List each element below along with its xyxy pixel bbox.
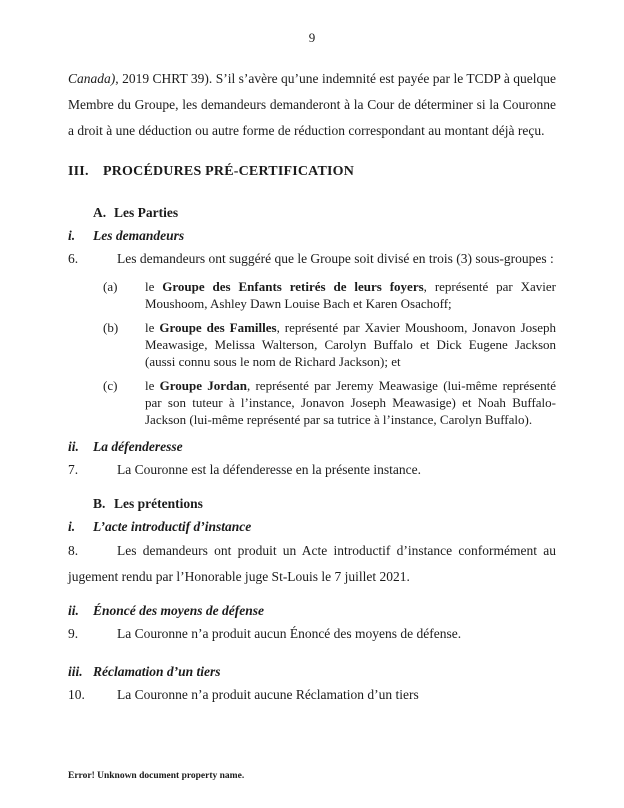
subsection-heading-parties bbox=[93, 204, 556, 222]
item-rest: , représenté par Xavier Moushoom, Ashley Dawn Louise Bach et Karen Osachoff; bbox=[145, 279, 556, 311]
roman-heading-acte-introductif bbox=[68, 518, 556, 536]
roman-heading-reclamation-tiers bbox=[68, 663, 556, 681]
roman-heading-title: Énoncé des moyens de défense bbox=[93, 603, 264, 618]
subgroup-list bbox=[103, 278, 556, 428]
paragraph-number: 8. bbox=[68, 543, 79, 558]
list-item-text bbox=[145, 319, 556, 370]
roman-heading-title: L’acte introductif d’instance bbox=[93, 519, 252, 534]
list-item-c bbox=[103, 377, 556, 428]
roman-numeral: i. bbox=[68, 228, 76, 243]
list-item-label: (b) bbox=[103, 320, 119, 335]
list-item-label: (c) bbox=[103, 378, 118, 393]
item-lead: le bbox=[145, 320, 160, 335]
roman-heading-enonce-defense bbox=[68, 602, 556, 620]
roman-heading-defenderesse bbox=[68, 438, 556, 456]
subsection-letter: B. bbox=[93, 496, 106, 511]
paragraph-8 bbox=[68, 538, 556, 590]
roman-heading-demandeurs bbox=[68, 227, 556, 245]
paragraph-number: 7. bbox=[68, 462, 79, 477]
roman-numeral: i. bbox=[68, 519, 76, 534]
paragraph-text: Les demandeurs ont suggéré que le Groupe soit divisé en trois (3) sous-groupes : bbox=[117, 251, 554, 266]
roman-heading-title: Réclamation d’un tiers bbox=[93, 664, 221, 679]
case-name-italic: Canada) bbox=[68, 71, 116, 86]
item-rest: , représenté par Xavier Moushoom, Jonavon Joseph Meawasige, Melissa Walterson, Carolyn Buffalo et Dick Eugene Jackson (aussi connu sous le nom de Richard Jackson); et bbox=[145, 320, 557, 369]
paragraph-number: 9. bbox=[68, 626, 79, 641]
item-lead: le bbox=[145, 378, 160, 393]
roman-numeral: iii. bbox=[68, 664, 83, 679]
list-item-text bbox=[145, 377, 556, 428]
intro-paragraph bbox=[68, 66, 556, 144]
paragraph-text: La Couronne n’a produit aucun Énoncé des moyens de défense. bbox=[117, 626, 462, 641]
group-name-bold: Groupe Jordan bbox=[159, 378, 247, 393]
paragraph-6 bbox=[68, 250, 556, 268]
group-name-bold: Groupe des Familles bbox=[159, 320, 277, 335]
list-item-a bbox=[103, 278, 556, 312]
list-item-text bbox=[145, 278, 556, 312]
paragraph-7 bbox=[68, 461, 556, 479]
roman-heading-title: Les demandeurs bbox=[93, 228, 185, 243]
section-number: III. bbox=[68, 164, 89, 179]
subsection-heading-pretentions bbox=[93, 495, 556, 513]
section-title: PROCÉDURES PRÉ-CERTIFICATION bbox=[103, 164, 355, 179]
list-item-label: (a) bbox=[103, 279, 118, 294]
item-rest: , représenté par Jeremy Meawasige (lui-même représenté par son tuteur à l’instance, Jonavon Joseph Meawasige) et Noah Buffalo-Jackson (lui-même représenté par sa tutrice à l’instance, Carolyn Buffalo). bbox=[145, 378, 556, 427]
page-number: 9 bbox=[308, 30, 316, 45]
paragraph-text: La Couronne est la défenderesse en la présente instance. bbox=[117, 462, 421, 477]
paragraph-number: 10. bbox=[68, 687, 85, 702]
list-item-b bbox=[103, 319, 556, 370]
paragraph-number: 6. bbox=[68, 251, 79, 266]
intro-paragraph-text: , 2019 CHRT 39). S’il s’avère qu’une indemnité est payée par le TCDP à quelque Membre du Groupe, les demandeurs demanderont à la Cour de déterminer si la Couronne a droit à une déduction ou autre forme de réduction correspondant au montant déjà reçu. bbox=[68, 71, 556, 138]
paragraph-text: La Couronne n’a produit aucune Réclamation d’un tiers bbox=[117, 687, 419, 702]
item-lead: le bbox=[145, 279, 163, 294]
paragraph-10 bbox=[68, 686, 556, 704]
footer-error-field: Error! Unknown document property name. bbox=[68, 771, 245, 781]
group-name-bold: Groupe des Enfants retirés de leurs foyers bbox=[162, 279, 424, 294]
subsection-title: Les prétentions bbox=[114, 496, 203, 511]
paragraph-9 bbox=[68, 625, 556, 643]
subsection-title: Les Parties bbox=[114, 205, 179, 220]
roman-numeral: ii. bbox=[68, 603, 79, 618]
section-heading-procedures bbox=[68, 163, 556, 181]
roman-heading-title: La défenderesse bbox=[93, 439, 183, 454]
paragraph-text: Les demandeurs ont produit un Acte introductif d’instance conformément au jugement rendu par l’Honorable juge St-Louis le 7 juillet 2021. bbox=[68, 543, 556, 584]
roman-numeral: ii. bbox=[68, 439, 79, 454]
subsection-letter: A. bbox=[93, 205, 107, 220]
